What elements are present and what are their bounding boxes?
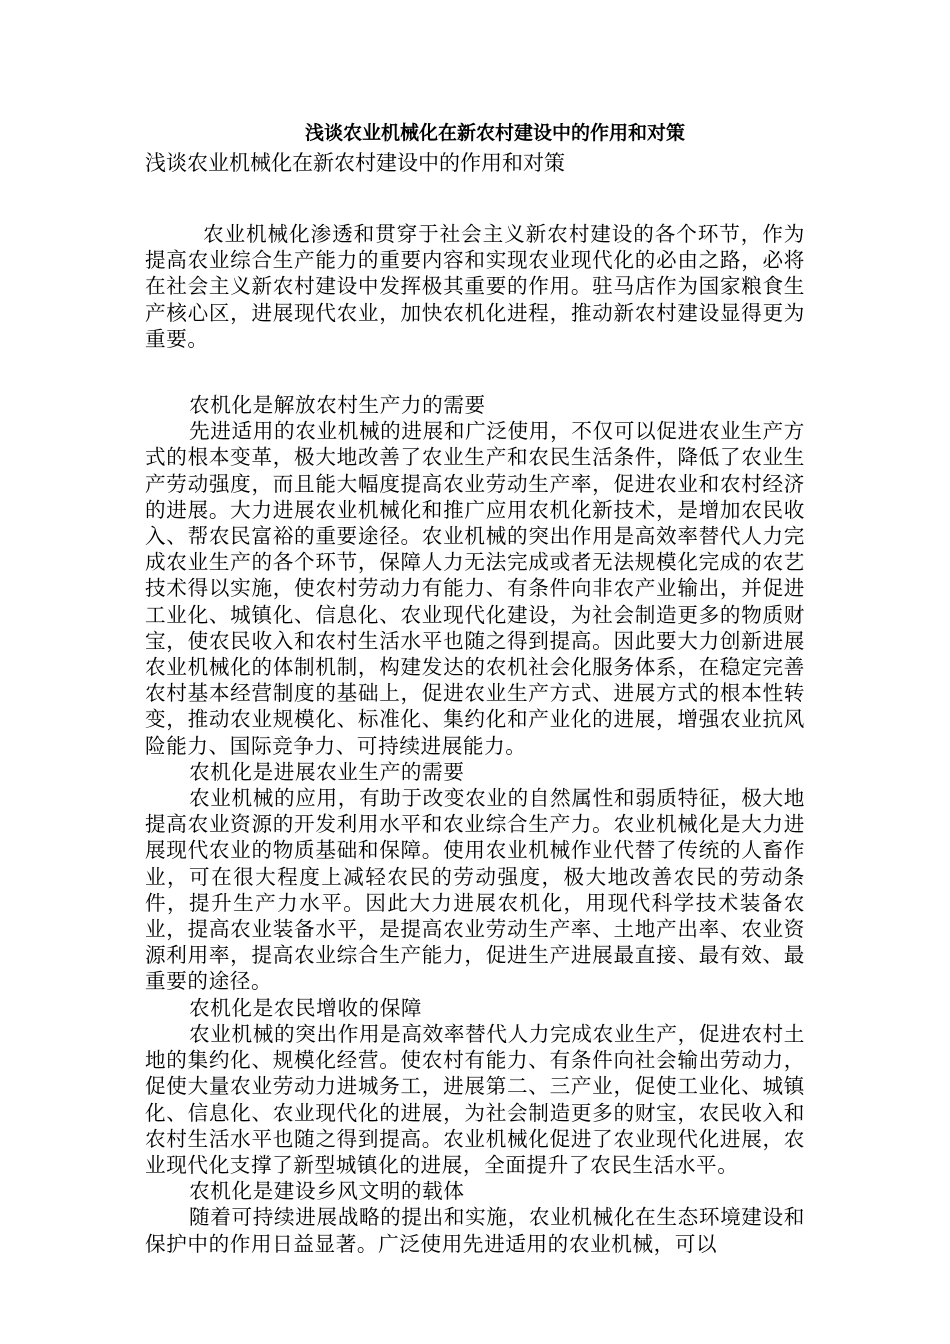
document-subtitle: 浅谈农业机械化在新农村建设中的作用和对策 [145,151,565,175]
document-page [145,118,805,1257]
section-body: 农业机械的应用，有助于改变农业的自然属性和弱质特征，极大地提高农业资源的开发利用水平和农业综合生产力。农业机械化是大力进展现代农业的物质基础和保障。使用农业机械作业代替了传统的人畜作业，可在很大程度上减轻农民的劳动强度，极大地改善农民的劳动条件，提升生产力水平。因此大力进展农机化，用现代科学技术装备农业，提高农业装备水平，是提高农业劳动生产率、土地产出率、农业资源利用率，提高农业综合生产能力，促进生产进展最直接、最有效、最重要的途径。 [145,786,805,994]
section-body: 随着可持续进展战略的提出和实施，农业机械化在生态环境建设和保护中的作用日益显著。广泛使用先进适用的农业机械，可以 [145,1205,805,1256]
section-heading: 农机化是农民增收的保障 [189,995,423,1020]
section-body: 农业机械的突出作用是高效率替代人力完成农业生产，促进农村土地的集约化、规模化经营。使农村有能力、有条件向社会输出劳动力，促使大量农业劳动力进城务工，进展第二、三产业，促使工业化、城镇化、信息化、农业现代化的进展，为社会制造更多的财宝，农民收入和农村生活水平也随之得到提高。农业机械化促进了农业现代化进展，农业现代化支撑了新型城镇化的进展，全面提升了农民生活水平。 [145,1021,805,1177]
section-heading: 农机化是建设乡风文明的载体 [189,1179,465,1204]
spacer [145,178,805,221]
intro-paragraph: 农业机械化渗透和贯穿于社会主义新农村建设的各个环节，作为提高农业综合生产能力的重要内容和实现农业现代化的必由之路，必将在社会主义新农村建设中发挥极其重要的作用。驻马店作为国家粮食生产核心区，进展现代农业，加快农机化进程，推动新农村建设显得更为重要。 [145,222,805,351]
section-heading: 农机化是解放农村生产力的需要 [189,393,486,418]
spacer [145,352,805,392]
section-heading: 农机化是进展农业生产的需要 [189,759,465,784]
document-title: 浅谈农业机械化在新农村建设中的作用和对策 [304,122,685,144]
section-body: 先进适用的农业机械的进展和广泛使用，不仅可以促进农业生产方式的根本变革，极大地改善了农业生产和农民生活条件，降低了农业生产劳动强度，而且能大幅度提高农业劳动生产率，促进农业和农村经济的进展。大力进展农业机械化和推广应用农机化新技术，是增加农民收入、帮农民富裕的重要途径。农业机械的突出作用是高效率替代人力完成农业生产的各个环节，保障人力无法完成或者无法规模化完成的农艺技术得以实施，使农村劳动力有能力、有条件向非农产业输出，并促进工业化、城镇化、信息化、农业现代化建设，为社会制造更多的物质财宝，使农民收入和农村生活水平也随之得到提高。因此要大力创新进展农业机械化的体制机制，构建发达的农机社会化服务体系，在稳定完善农村基本经营制度的基础上，促进农业生产方式、进展方式的根本性转变，推动农业规模化、标准化、集约化和产业化的进展，增强农业抗风险能力、国际竞争力、可持续进展能力。 [145,419,805,758]
